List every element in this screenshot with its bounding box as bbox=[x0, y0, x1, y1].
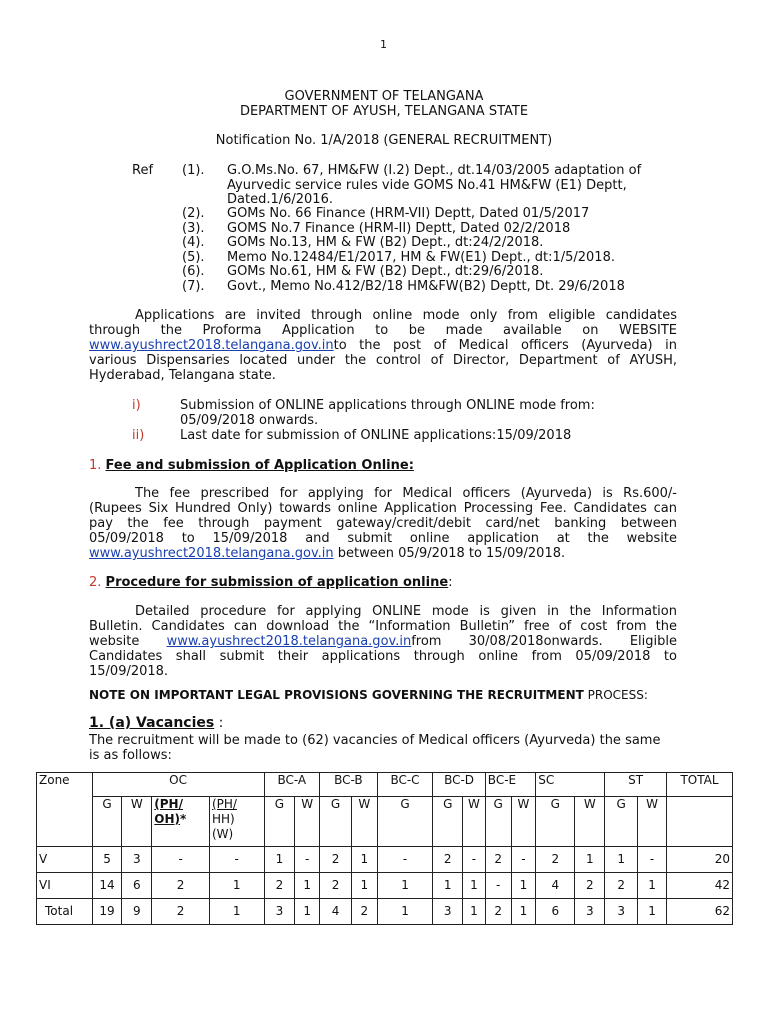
table-cell: 5 bbox=[92, 847, 122, 873]
date-marker: ii) bbox=[132, 428, 145, 443]
table-cell: 1 bbox=[433, 873, 463, 899]
sub-g: G bbox=[377, 797, 433, 847]
intro-paragraph bbox=[89, 308, 677, 383]
table-cell: - bbox=[485, 873, 511, 899]
website-link[interactable]: www.ayushrect2018.telangana.gov.in bbox=[89, 546, 334, 561]
header-zone: Zone bbox=[37, 773, 93, 847]
vacancies-line: is as follows: bbox=[89, 748, 172, 763]
sub-w: W bbox=[122, 797, 152, 847]
ref-num: (6). bbox=[182, 264, 205, 279]
date-text: 05/09/2018 onwards. bbox=[180, 413, 319, 428]
intro-line: various Dispensaries located under the control of Director, Department of AYUSH, bbox=[89, 353, 677, 368]
vacancies-text bbox=[89, 733, 689, 763]
sub-g: G bbox=[605, 797, 638, 847]
intro-line: www.ayushrect2018.telangana.gov.into the post of Medical officers (Ayurveda) in bbox=[89, 338, 677, 353]
para-line: 15/09/2018. bbox=[89, 664, 169, 679]
table-cell: 62 bbox=[666, 899, 732, 925]
section1-heading: 1. Fee and submission of Application Online: bbox=[89, 458, 414, 473]
section2-paragraph bbox=[89, 604, 677, 679]
header-bca: BC-A bbox=[264, 773, 320, 797]
header-department: DEPARTMENT OF AYUSH, TELANGANA STATE bbox=[239, 104, 529, 119]
para-line: website www.ayushrect2018.telangana.gov.infrom 30/08/2018onwards. Eligible bbox=[89, 634, 677, 649]
table-row bbox=[37, 899, 733, 925]
table-cell: 1 bbox=[377, 873, 433, 899]
section1-paragraph bbox=[89, 486, 677, 561]
table-row bbox=[37, 873, 733, 899]
date-text: Submission of ONLINE applications through ONLINE mode from: bbox=[180, 398, 595, 413]
sub-g: G bbox=[536, 797, 575, 847]
sub-g: G bbox=[264, 797, 295, 847]
sub-w: W bbox=[511, 797, 536, 847]
table-subheader-row bbox=[37, 797, 733, 847]
table-cell: 1 bbox=[209, 873, 264, 899]
website-link[interactable]: www.ayushrect2018.telangana.gov.in bbox=[166, 634, 412, 649]
table-cell: 14 bbox=[92, 873, 122, 899]
para-line: (Rupees Six Hundred Only) towards online Application Processing Fee. Candidates can bbox=[89, 501, 677, 516]
table-cell: 3 bbox=[122, 847, 152, 873]
header-sc: SC bbox=[536, 773, 605, 797]
table-cell: 1 bbox=[351, 847, 377, 873]
table-cell: - bbox=[638, 847, 667, 873]
table-cell: 1 bbox=[351, 873, 377, 899]
sub-w: W bbox=[463, 797, 486, 847]
table-cell: 2 bbox=[152, 899, 210, 925]
table-cell: 1 bbox=[511, 899, 536, 925]
table-cell: 1 bbox=[511, 873, 536, 899]
table-cell: 3 bbox=[575, 899, 605, 925]
ref-text: GOMs No. 66 Finance (HRM-VII) Deptt, Dated 01/5/2017 bbox=[227, 206, 590, 221]
sub-total-blank bbox=[666, 797, 732, 847]
table-cell: - bbox=[209, 847, 264, 873]
header-total: TOTAL bbox=[666, 773, 732, 797]
sub-g: G bbox=[433, 797, 463, 847]
vacancies-title: 1. (a) Vacancies bbox=[89, 715, 215, 731]
notification-number: Notification No. 1/A/2018 (GENERAL RECRUITMENT) bbox=[215, 133, 553, 148]
table-cell: - bbox=[377, 847, 433, 873]
table-cell: 3 bbox=[433, 899, 463, 925]
header-bce: BC-E bbox=[485, 773, 535, 797]
table-cell: 9 bbox=[122, 899, 152, 925]
row-zone: VI bbox=[37, 873, 93, 899]
table-cell: 1 bbox=[295, 873, 320, 899]
table-cell: 2 bbox=[575, 873, 605, 899]
date-marker: i) bbox=[132, 398, 141, 413]
header-oc: OC bbox=[92, 773, 264, 797]
table-cell: 1 bbox=[463, 899, 486, 925]
sub-g: G bbox=[485, 797, 511, 847]
ref-num: (4). bbox=[182, 235, 205, 250]
page-number: 1 bbox=[380, 38, 387, 51]
sub-w: W bbox=[575, 797, 605, 847]
ref-text: GOMs No.61, HM & FW (B2) Dept., dt:29/6/2018. bbox=[227, 264, 544, 279]
table-cell: 19 bbox=[92, 899, 122, 925]
sub-w: W bbox=[295, 797, 320, 847]
ref-num: (7). bbox=[182, 279, 205, 294]
section2-title: Procedure for submission of application online bbox=[105, 575, 449, 590]
table-cell: 4 bbox=[320, 899, 352, 925]
para-line: www.ayushrect2018.telangana.gov.in between 05/9/2018 to 15/09/2018. bbox=[89, 546, 566, 561]
para-line: The fee prescribed for applying for Medical officers (Ayurveda) is Rs.600/- bbox=[135, 486, 677, 501]
table-cell: 4 bbox=[536, 873, 575, 899]
sub-ph-hh: (PH/ HH) (W) bbox=[209, 797, 264, 847]
ref-text: GOMs No.13, HM & FW (B2) Dept., dt:24/2/2018. bbox=[227, 235, 544, 250]
legal-note-heading: NOTE ON IMPORTANT LEGAL PROVISIONS GOVERNING THE RECRUITMENT PROCESS: bbox=[89, 688, 648, 702]
header-st: ST bbox=[605, 773, 667, 797]
table-cell: 2 bbox=[485, 847, 511, 873]
vacancies-heading: 1. (a) Vacancies : bbox=[89, 715, 224, 731]
table-cell: 20 bbox=[666, 847, 732, 873]
para-line: Bulletin. Candidates can download the “Information Bulletin” free of cost from the bbox=[89, 619, 677, 634]
table-cell: 1 bbox=[575, 847, 605, 873]
table-cell: 2 bbox=[351, 899, 377, 925]
table-cell: 1 bbox=[209, 899, 264, 925]
header-bcb: BC-B bbox=[320, 773, 378, 797]
intro-line: through the Proforma Application to be made available on WEBSITE bbox=[89, 323, 677, 338]
ref-text: Ayurvedic service rules vide GOMS No.41 HM&FW (E1) Deptt, bbox=[227, 178, 627, 193]
table-cell: 2 bbox=[485, 899, 511, 925]
table-cell: 2 bbox=[605, 873, 638, 899]
table-cell: 1 bbox=[463, 873, 486, 899]
website-link[interactable]: www.ayushrect2018.telangana.gov.in bbox=[89, 338, 334, 353]
ref-text: Memo No.12484/E1/2017, HM & FW(E1) Dept., dt:1/5/2018. bbox=[227, 250, 615, 265]
table-cell: 1 bbox=[295, 899, 320, 925]
sub-g: G bbox=[320, 797, 352, 847]
table-cell: - bbox=[511, 847, 536, 873]
table-cell: - bbox=[152, 847, 210, 873]
header-government: GOVERNMENT OF TELANGANA bbox=[284, 89, 484, 104]
table-cell: 42 bbox=[666, 873, 732, 899]
table-cell: 6 bbox=[536, 899, 575, 925]
table-cell: 1 bbox=[638, 873, 667, 899]
table-cell: 2 bbox=[152, 873, 210, 899]
table-cell: 2 bbox=[320, 847, 352, 873]
sub-w: W bbox=[351, 797, 377, 847]
ref-text: Govt., Memo No.412/B2/18 HM&FW(B2) Deptt, Dt. 29/6/2018 bbox=[227, 279, 625, 294]
table-cell: 3 bbox=[264, 899, 295, 925]
ref-num: (3). bbox=[182, 221, 205, 236]
table-cell: 1 bbox=[638, 899, 667, 925]
table-cell: 2 bbox=[320, 873, 352, 899]
header-bcd: BC-D bbox=[433, 773, 485, 797]
section1-title: Fee and submission of Application Online: bbox=[105, 458, 414, 473]
intro-line: Hyderabad, Telangana state. bbox=[89, 368, 276, 383]
table-cell: 3 bbox=[605, 899, 638, 925]
ref-num: (1). bbox=[182, 163, 205, 178]
table-header-row bbox=[37, 773, 733, 797]
header-bcc: BC-C bbox=[377, 773, 433, 797]
para-line: pay the fee through payment gateway/credit/debit card/net banking between bbox=[89, 516, 677, 531]
table-cell: 1 bbox=[605, 847, 638, 873]
table-cell: 2 bbox=[536, 847, 575, 873]
row-zone: Total bbox=[37, 899, 93, 925]
sub-ph-oh: (PH/ OH)* bbox=[152, 797, 210, 847]
para-line: Candidates shall submit their applications through online from 05/09/2018 to bbox=[89, 649, 677, 664]
ref-text: G.O.Ms.No. 67, HM&FW (I.2) Dept., dt.14/03/2005 adaptation of bbox=[227, 163, 642, 178]
para-line: 05/09/2018 to 15/09/2018 and submit online application at the website bbox=[89, 531, 677, 546]
sub-w: W bbox=[638, 797, 667, 847]
table-row bbox=[37, 847, 733, 873]
table-cell: - bbox=[295, 847, 320, 873]
table-cell: 2 bbox=[264, 873, 295, 899]
ref-text: GOMS No.7 Finance (HRM-II) Deptt, Dated 02/2/2018 bbox=[227, 221, 571, 236]
intro-line: Applications are invited through online mode only from eligible candidates bbox=[135, 308, 677, 323]
vacancies-line: The recruitment will be made to (62) vacancies of Medical officers (Ayurveda) the same bbox=[89, 733, 661, 748]
vacancies-table bbox=[36, 772, 733, 925]
table-cell: - bbox=[463, 847, 486, 873]
ref-num: (5). bbox=[182, 250, 205, 265]
row-zone: V bbox=[37, 847, 93, 873]
sub-g: G bbox=[92, 797, 122, 847]
ref-num: (2). bbox=[182, 206, 205, 221]
table-cell: 1 bbox=[264, 847, 295, 873]
ref-label: Ref bbox=[132, 163, 154, 178]
table-cell: 1 bbox=[377, 899, 433, 925]
para-line: Detailed procedure for applying ONLINE mode is given in the Information bbox=[135, 604, 677, 619]
date-text: Last date for submission of ONLINE applications:15/09/2018 bbox=[180, 428, 572, 443]
table-cell: 2 bbox=[433, 847, 463, 873]
table-cell: 6 bbox=[122, 873, 152, 899]
section2-heading: 2. Procedure for submission of application online: bbox=[89, 575, 453, 590]
ref-text: Dated.1/6/2016. bbox=[227, 192, 333, 207]
